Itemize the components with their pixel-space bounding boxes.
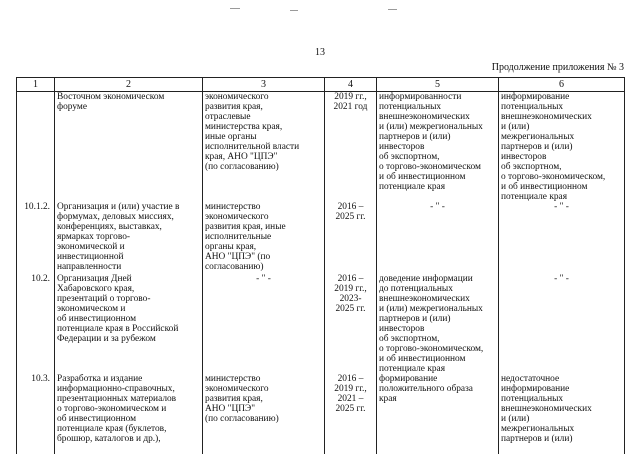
consequence-cell: - " - <box>499 202 625 274</box>
row-number: 10.1.2. <box>17 202 55 274</box>
col-header-1: 1 <box>17 78 55 92</box>
activity-cell: Организация и (или) участие в формумах, деловых миссиях, конференциях, выставках, ярмарках торгово- экономической и инвестиционной направленности <box>55 202 203 274</box>
program-table <box>16 77 625 454</box>
col-header-5: 5 <box>377 78 499 92</box>
row-number: 10.2. <box>17 274 55 374</box>
table-row <box>17 274 625 374</box>
row-number <box>17 92 55 203</box>
executor-cell: министерство экономического развития края, АНО "ЦПЭ" (по согласованию) <box>203 374 325 454</box>
col-header-6: 6 <box>499 78 625 92</box>
table-row <box>17 374 625 454</box>
consequence-cell: - " - <box>499 274 625 374</box>
scan-artifact <box>290 10 298 11</box>
period-cell: 2016 – 2019 гг., 2023- 2025 гг. <box>325 274 377 374</box>
table-row <box>17 202 625 274</box>
result-cell: информированности потенциальных внешнеэкономических и (или) межрегиональных партнеров и (или) инвесторов об экспортном, о торгово-экономическом и об инвестиционном потенциале края <box>377 92 499 203</box>
scan-artifact <box>388 9 397 10</box>
executor-cell: - " - <box>203 274 325 374</box>
period-cell: 2016 – 2025 гг. <box>325 202 377 274</box>
page-number: 13 <box>315 47 325 58</box>
consequence-cell: информирование потенциальных внешнеэкономических и (или) межрегиональных партнеров и (или) инвесторов об экспортном, о торгово-экономическом, и об инвестиционном потенциале края <box>499 92 625 203</box>
consequence-cell: недостаточное информирование потенциальных внешнеэкономических и (или) межрегиональных партнеров и (или) <box>499 374 625 454</box>
result-cell: - " - <box>377 202 499 274</box>
table-header-row <box>17 78 625 92</box>
executor-cell: экономического развития края, отраслевые министерства края, иные органы исполнительной власти края, АНО "ЦПЭ" (по согласованию) <box>203 92 325 203</box>
activity-cell: Восточном экономическом форуме <box>55 92 203 203</box>
activity-cell: Организация Дней Хабаровского края, презентаций о торгово- экономическом и об инвестиционном потенциале края в Российской Федерации и за рубежом <box>55 274 203 374</box>
period-cell: 2019 гг., 2021 год <box>325 92 377 203</box>
table-row <box>17 92 625 203</box>
col-header-4: 4 <box>325 78 377 92</box>
scan-artifact <box>230 8 240 9</box>
col-header-3: 3 <box>203 78 325 92</box>
appendix-note: Продолжение приложения № 3 <box>491 62 624 73</box>
col-header-2: 2 <box>55 78 203 92</box>
activity-cell: Разработка и издание информационно-справочных, презентационных материалов о торгово-экономическом и об инвестиционном потенциале края (буклетов, брошюр, каталогов и др.), <box>55 374 203 454</box>
row-number: 10.3. <box>17 374 55 454</box>
result-cell: формирование положительного образа края <box>377 374 499 454</box>
executor-cell: министерство экономического развития края, иные исполнительные органы края, АНО "ЦПЭ" (по согласованию) <box>203 202 325 274</box>
result-cell: доведение информации до потенциальных внешнеэкономических и (или) межрегиональных партнеров и (или) инвесторов об экспортном, о торгово-экономическом, и об инвестиционном потенциале края <box>377 274 499 374</box>
period-cell: 2016 – 2019 гг., 2021 – 2025 гг. <box>325 374 377 454</box>
